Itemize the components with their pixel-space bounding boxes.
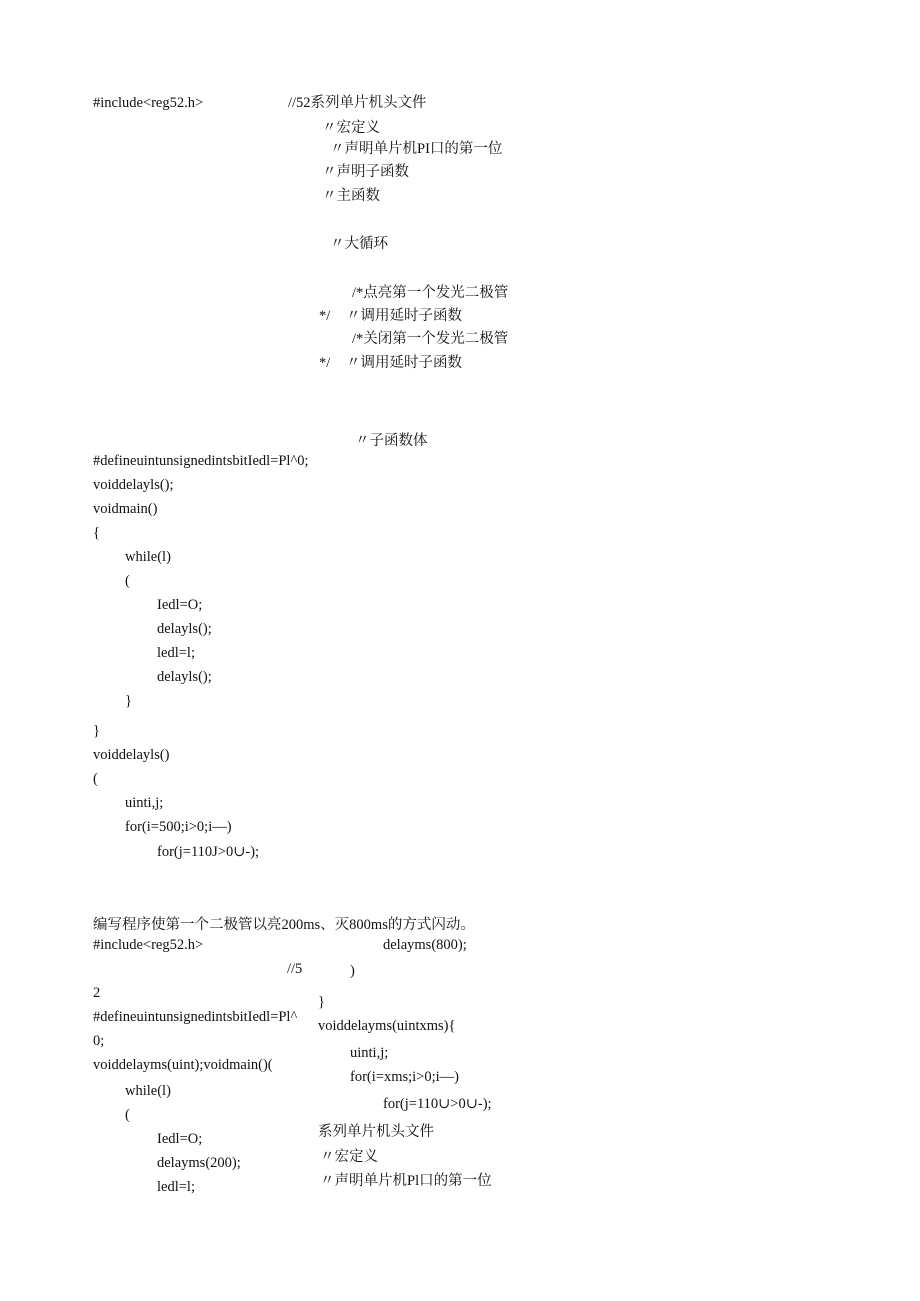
code-line: delayms(800); [383, 937, 467, 953]
comment-close-2: */ [319, 355, 331, 371]
code-line: { [93, 525, 100, 541]
code-line: 0; [93, 1033, 105, 1049]
code-line: Iedl=O; [157, 597, 203, 613]
code-line: delayms(200); [157, 1155, 241, 1171]
comment-macro-2: 〃宏定义 [320, 1149, 378, 1165]
code-line: delayls(); [157, 669, 212, 685]
comment-header-2: 系列单片机头文件 [318, 1124, 434, 1140]
code-line: while(l) [125, 1083, 171, 1099]
code-line: } [125, 693, 132, 709]
comment-led-on: /*点亮第一个发光二极管 [352, 285, 509, 301]
comment-p1-bit: 〃声明单片机PI口的第一位 [330, 141, 503, 157]
code-line: voiddelayms(uintxms){ [318, 1018, 456, 1034]
comment-loop: 〃大循环 [330, 236, 388, 252]
code-line: for(i=xms;i>0;i—) [350, 1069, 459, 1085]
comment-declare: 〃声明子函数 [322, 164, 409, 180]
code-line: ledl=l; [157, 1179, 195, 1195]
code-line: uinti,j; [125, 795, 164, 811]
code-line: ) [350, 963, 355, 979]
code-line: 2 [93, 985, 101, 1001]
code-line: for(i=500;i>0;i—) [125, 819, 232, 835]
code-line: } [93, 723, 100, 739]
code-line: ( [125, 573, 130, 589]
code-line: Iedl=O; [157, 1131, 203, 1147]
code-line: for(j=110∪>0∪-); [383, 1096, 492, 1112]
comment-p1-bit-2: 〃声明单片机Pl口的第一位 [320, 1173, 492, 1189]
code-line: delayls(); [157, 621, 212, 637]
comment-led-off: /*关闭第一个发光二极管 [352, 331, 509, 347]
comment-subfunc: 〃子函数体 [355, 433, 428, 449]
code-line: voiddelayls() [93, 747, 170, 763]
code-line: ( [93, 771, 98, 787]
comment-header: //52系列单片机头文件 [288, 95, 427, 111]
comment-delay-2: 〃调用延时子函数 [346, 355, 462, 371]
code-line: ( [125, 1107, 130, 1123]
code-line: #defineuintunsignedintsbitIedl=Pl^ [93, 1009, 298, 1025]
comment-close-1: */ [319, 308, 331, 324]
code-line: //5 [287, 961, 303, 977]
exercise-title: 编写程序使第一个二极管以亮200ms、灭800ms的方式闪动。 [93, 917, 475, 933]
code-line: voiddelayls(); [93, 477, 174, 493]
code-line: voiddelayms(uint);voidmain()( [93, 1057, 273, 1073]
code-line: while(l) [125, 549, 171, 565]
code-line: uinti,j; [350, 1045, 389, 1061]
code-line: } [318, 994, 325, 1010]
code-line: #defineuintunsignedintsbitIedl=Pl^0; [93, 453, 309, 469]
code-line: for(j=110J>0∪-); [157, 844, 260, 860]
include-line: #include<reg52.h> [93, 95, 204, 111]
code-line: #include<reg52.h> [93, 937, 204, 953]
comment-macro: 〃宏定义 [322, 120, 380, 136]
comment-main: 〃主函数 [322, 188, 380, 204]
comment-delay-1: 〃调用延时子函数 [346, 308, 462, 324]
code-line: voidmain() [93, 501, 158, 517]
code-line: ledl=l; [157, 645, 195, 661]
